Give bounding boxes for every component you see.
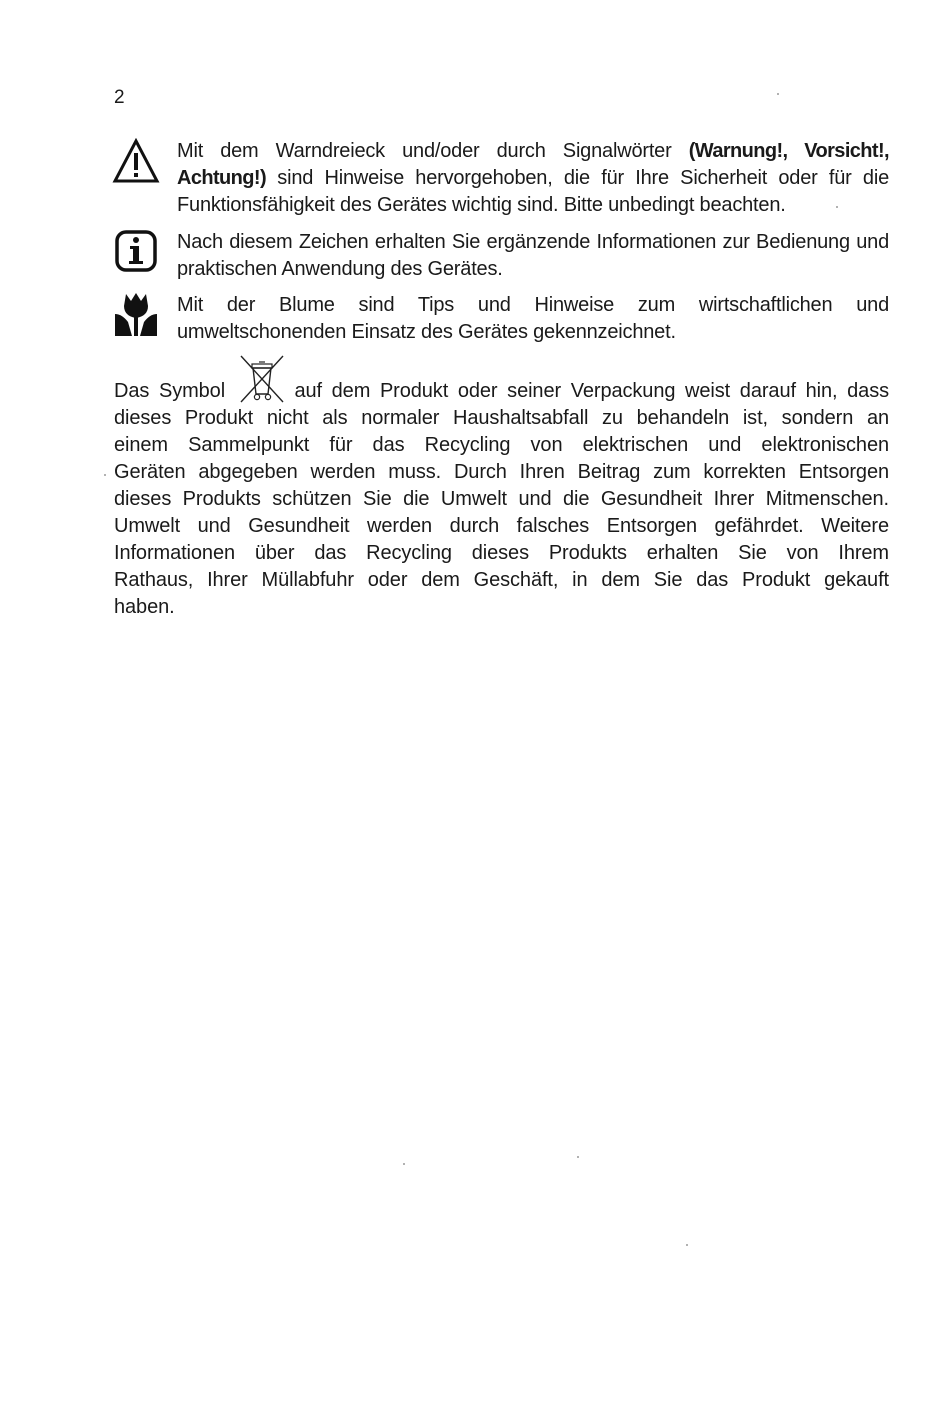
signal-words: (Warnung!, Vorsicht!, Achtung!) bbox=[177, 140, 890, 189]
page-number: 2 bbox=[114, 87, 125, 108]
scan-speck bbox=[104, 474, 106, 476]
disposal-line: Informationen über das Recycling dieses Produkts erhalten Sie von Ihrem bbox=[114, 542, 889, 564]
disposal-line bbox=[114, 378, 889, 405]
scan-speck bbox=[836, 206, 838, 208]
scan-speck bbox=[577, 1156, 579, 1158]
eco-notice bbox=[110, 292, 890, 346]
warning-notice-text bbox=[177, 138, 889, 219]
flower-icon bbox=[110, 292, 162, 338]
info-notice bbox=[110, 229, 890, 283]
warning-text-before: Mit dem Warndreieck und/oder durch Signalwörter bbox=[177, 140, 689, 162]
scan-speck bbox=[403, 1163, 405, 1165]
disposal-line1-after: auf dem Produkt oder seiner Verpackung weist darauf hin, dass bbox=[294, 380, 889, 402]
scan-speck bbox=[686, 1244, 688, 1246]
disposal-line: einem Sammelpunkt für das Recycling von elektrischen und elektronischen bbox=[114, 434, 889, 456]
disposal-line: Rathaus, Ihrer Müllabfuhr oder dem Geschäft, in dem Sie das Produkt gekauft bbox=[114, 569, 889, 591]
eco-notice-text: Mit der Blume sind Tips und Hinweise zum wirtschaftlichen und umweltschonenden Einsatz des Gerätes gekennzeichnet. bbox=[177, 294, 889, 343]
disposal-line: Geräten abgegeben werden muss. Durch Ihren Beitrag zum korrekten Entsorgen bbox=[114, 461, 889, 483]
warning-text-after: sind Hinweise hervorgehoben, die für Ihre Sicherheit oder für die Funktionsfähigkeit des Gerätes wichtig sind. Bitte unbedingt beachten. bbox=[177, 167, 889, 216]
info-notice-text: Nach diesem Zeichen erhalten Sie ergänzende Informationen zur Bedienung und praktischen Anwendung des Gerätes. bbox=[177, 231, 889, 280]
disposal-line: dieses Produkts schützen Sie die Umwelt und die Gesundheit Ihrer Mitmenschen. bbox=[114, 488, 889, 510]
disposal-paragraph bbox=[114, 378, 889, 621]
warning-notice bbox=[110, 138, 890, 219]
warning-triangle-icon bbox=[110, 138, 162, 184]
disposal-line: haben. bbox=[114, 596, 175, 618]
disposal-line: dieses Produkt nicht als normaler Haushaltsabfall zu behandeln ist, sondern an bbox=[114, 407, 889, 429]
crossed-out-wheelie-bin-icon bbox=[235, 378, 285, 405]
info-icon bbox=[110, 229, 162, 273]
disposal-line1-before: Das Symbol bbox=[114, 380, 226, 402]
disposal-line: Umwelt und Gesundheit werden durch falsches Entsorgen gefährdet. Weitere bbox=[114, 515, 889, 537]
scan-speck bbox=[777, 93, 779, 95]
